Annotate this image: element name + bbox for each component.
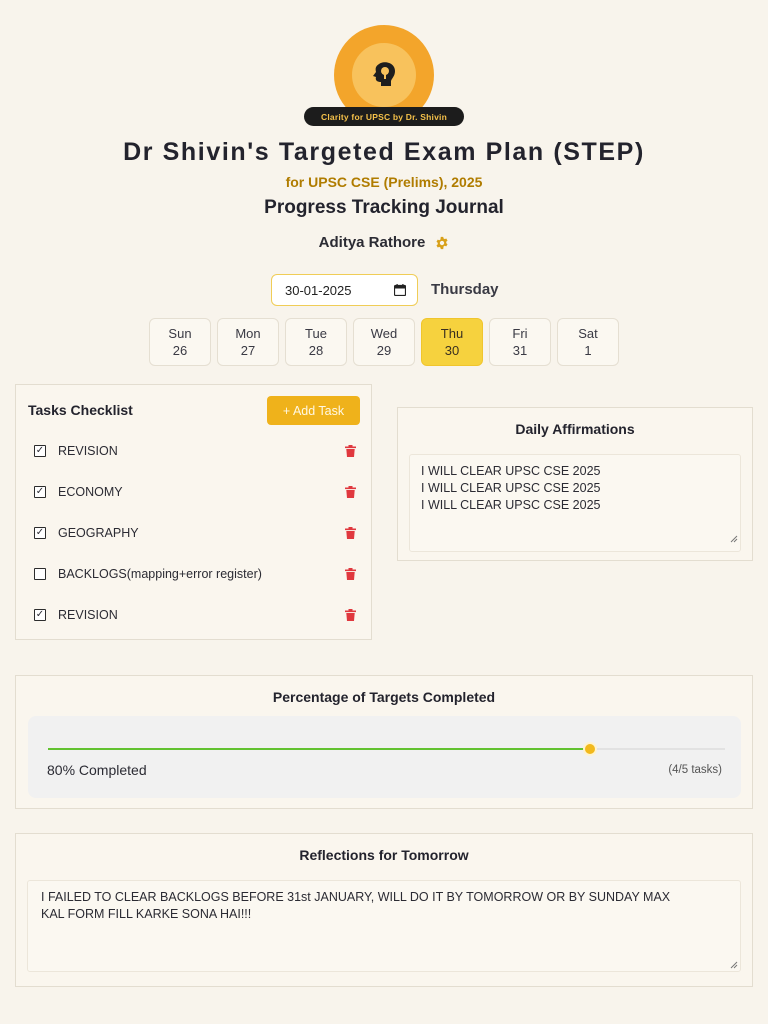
- affirmations-title: Daily Affirmations: [515, 421, 635, 437]
- page-title: Dr Shivin's Targeted Exam Plan (STEP): [123, 138, 645, 166]
- user-name: Aditya Rathore: [318, 234, 426, 251]
- day-wed[interactable]: [353, 318, 415, 366]
- progress-panel: [15, 675, 753, 809]
- day-mon[interactable]: [217, 318, 279, 366]
- tasks-title: Tasks Checklist: [28, 402, 133, 418]
- day-sun[interactable]: [149, 318, 211, 366]
- day-number: 31: [512, 343, 528, 358]
- task-item: [34, 482, 356, 502]
- task-label: ECONOMY: [58, 485, 123, 499]
- date-value: 30-01-2025: [285, 282, 352, 298]
- task-label: REVISION: [58, 608, 118, 622]
- trash-icon[interactable]: [345, 568, 356, 580]
- progress-title: Percentage of Targets Completed: [272, 689, 496, 705]
- task-checkbox[interactable]: ✓: [35, 445, 45, 456]
- day-name: Tue: [305, 326, 327, 341]
- day-number: 1: [584, 343, 592, 358]
- day-number: 26: [172, 343, 188, 358]
- resize-handle-icon[interactable]: [730, 961, 738, 969]
- task-item: [34, 523, 356, 543]
- task-checkbox[interactable]: [34, 568, 46, 580]
- reflections-title: Reflections for Tomorrow: [299, 847, 469, 863]
- day-name: Sun: [168, 326, 192, 341]
- affirmations-textarea[interactable]: I WILL CLEAR UPSC CSE 2025 I WILL CLEAR UPSC CSE 2025 I WILL CLEAR UPSC CSE 2025: [409, 454, 741, 552]
- progress-fill: [48, 748, 590, 750]
- trash-icon[interactable]: [345, 445, 356, 457]
- task-item: [34, 564, 356, 584]
- affirmations-panel: [397, 407, 753, 561]
- day-sat[interactable]: [557, 318, 619, 366]
- task-checkbox[interactable]: ✓: [35, 527, 45, 538]
- day-name: Sat: [578, 326, 598, 341]
- add-task-button[interactable]: + Add Task: [267, 396, 360, 425]
- reflections-textarea[interactable]: I FAILED TO CLEAR BACKLOGS BEFORE 31st JANUARY, WILL DO IT BY TOMORROW OR BY SUNDAY MAX KAL FORM FILL KARKE SONA HAI!!!: [27, 880, 741, 972]
- day-tue[interactable]: [285, 318, 347, 366]
- progress-percent-label: 80% Completed: [47, 762, 147, 778]
- trash-icon[interactable]: [345, 486, 356, 498]
- task-label: BACKLOGS(mapping+error register): [58, 567, 262, 581]
- lightbulb-head-icon: [367, 58, 401, 92]
- trash-icon[interactable]: [345, 527, 356, 539]
- page-subtitle: for UPSC CSE (Prelims), 2025: [285, 174, 483, 190]
- logo: [304, 25, 464, 127]
- day-name: Fri: [512, 326, 528, 341]
- day-name: Thu: [440, 326, 464, 341]
- task-item: [34, 605, 356, 625]
- day-name: Wed: [370, 326, 398, 341]
- day-name: Mon: [235, 326, 261, 341]
- day-number: 28: [308, 343, 324, 358]
- progress-card: [28, 716, 741, 798]
- resize-handle-icon[interactable]: [730, 535, 738, 543]
- day-number: 29: [376, 343, 392, 358]
- date-input[interactable]: [271, 274, 418, 306]
- progress-track: [48, 748, 725, 750]
- day-fri[interactable]: [489, 318, 551, 366]
- journal-heading: Progress Tracking Journal: [264, 197, 504, 218]
- progress-task-count: (4/5 tasks): [668, 764, 722, 776]
- tasks-panel: [15, 384, 372, 640]
- task-label: REVISION: [58, 444, 118, 458]
- gear-icon[interactable]: [435, 236, 449, 250]
- logo-tagline: Clarity for UPSC by Dr. Shivin: [304, 107, 464, 126]
- weekday-label: Thursday: [431, 281, 499, 298]
- progress-slider-knob[interactable]: [583, 742, 597, 756]
- day-thu[interactable]: [421, 318, 483, 366]
- user-row: [0, 234, 768, 251]
- trash-icon[interactable]: [345, 609, 356, 621]
- task-checkbox[interactable]: ✓: [35, 486, 45, 497]
- task-checkbox[interactable]: ✓: [35, 609, 45, 620]
- day-number: 30: [444, 343, 460, 358]
- day-number: 27: [240, 343, 256, 358]
- task-item: [34, 441, 356, 461]
- task-label: GEOGRAPHY: [58, 526, 139, 540]
- calendar-icon[interactable]: [394, 284, 406, 296]
- reflections-panel: [15, 833, 753, 987]
- week-selector: [149, 318, 619, 366]
